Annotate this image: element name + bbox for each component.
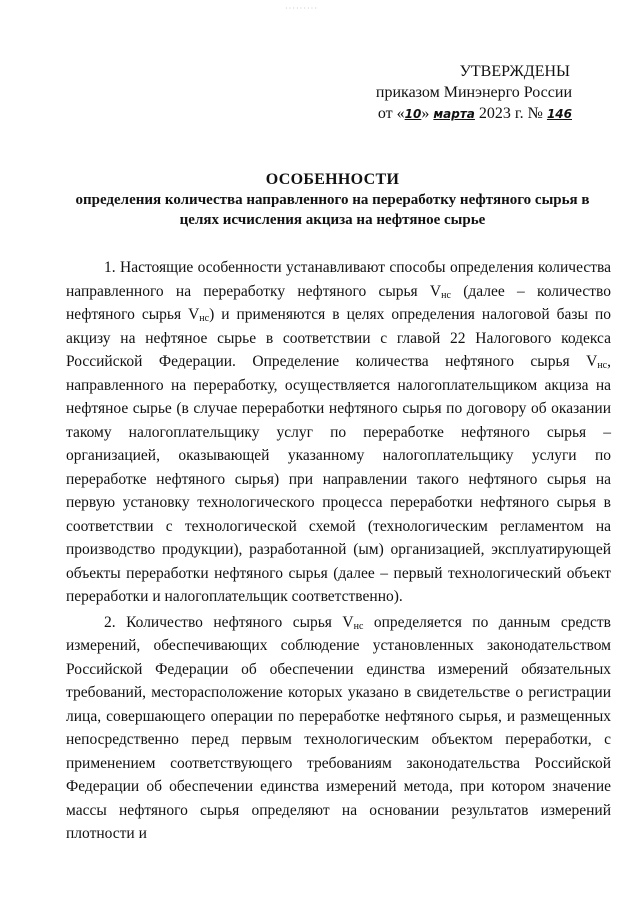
date-mid: » bbox=[421, 105, 434, 122]
document-body bbox=[66, 256, 611, 846]
paragraph-2-text-a: 2. Количество нефтяного сырья V bbox=[104, 613, 354, 631]
date-prefix: от « bbox=[377, 105, 405, 122]
paragraph-1-text-d: , направленного на переработку, осуществляется налогоплательщиком акциза на нефтяное сырье (в случае переработки нефтяного сырья по договору об оказании такому налогоплательщику услуг по переработке нефтяного сырья – организацией, оказывающей указанному налогоплательщику услуги по переработке нефтяного сырья) при направлении такого нефтяного сырья на первую установку технологического процесса переработки нефтяного сырья в соответствии с технологической схемой (технологическим регламентом на производство продукции), разработанной (ым) организацией, эксплуатирующей объекты переработки нефтяного сырья (далее – первый технологический объект переработки и налогоплательщик соответственно). bbox=[66, 353, 611, 605]
paragraph-1-text-a: 1. Настоящие особенности устанавливают способы определения количества направленного на переработку нефтяного сырья V bbox=[66, 259, 611, 300]
subscript: нс bbox=[597, 360, 608, 371]
subscript: нс bbox=[441, 289, 451, 301]
approval-block bbox=[376, 61, 572, 125]
paragraph-2-text-b: определяется по данным средств измерений, обеспечивающих соблюдение установленных законодательством Российской Федерации об обеспечении единства измерений обязательных требований, месторасположение которых указано в свидетельстве о регистрации лица, совершающего операции по переработке нефтяного сырья, и размещенных непосредственно перед первым технологическим объектом переработки, с применением соответствующего требованиям законодательства Российской Федерации об обеспечении единства измерений метода, при котором значение массы нефтяного сырья определяют на основании результатов измерений плотности и bbox=[66, 613, 611, 842]
approval-date-line bbox=[376, 103, 572, 125]
paragraph-1-text-b: (далее – количество нефтяного сырья V bbox=[66, 282, 611, 323]
approval-title: УТВЕРЖДЕНЫ bbox=[459, 63, 570, 80]
handwritten-month: марта bbox=[433, 107, 475, 121]
scan-mark: ········· bbox=[285, 4, 318, 13]
document-subtitle: определения количества направленного на переработку нефтяного сырья в целях исчисления акциза на нефтяное сырье bbox=[75, 192, 590, 228]
handwritten-day: 10 bbox=[404, 107, 422, 121]
paragraph-1 bbox=[66, 256, 611, 609]
subscript: нс bbox=[353, 620, 364, 632]
paragraph-2 bbox=[66, 611, 611, 846]
document-heading bbox=[60, 170, 605, 230]
subscript: нс bbox=[199, 313, 210, 324]
handwritten-number: 146 bbox=[546, 107, 572, 121]
approval-order-line: приказом Минэнерго России bbox=[375, 84, 572, 101]
document-title: ОСОБЕННОСТИ bbox=[265, 171, 400, 188]
paragraph-1-text-c: ) и применяются в целях определения налоговой базы по акцизу на нефтяное сырье в соответствии с главой 22 Налогового кодекса Российской Федерации. Определение количества нефтяного сырья V bbox=[66, 306, 611, 370]
date-suffix: 2023 г. № bbox=[474, 105, 547, 122]
